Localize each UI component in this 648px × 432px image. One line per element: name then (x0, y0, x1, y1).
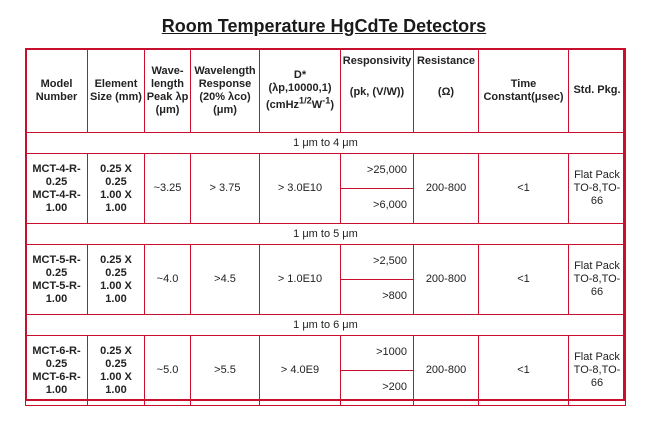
size-cell: 0.25 X 0.25 1.00 X 1.00 (88, 154, 145, 224)
header-model: Model Number (26, 49, 88, 133)
header-element-size: Element Size (mm) (88, 49, 145, 133)
header-dstar: D* (λp,10000,1) $(cmHz^{1/2}W^{-1})$ (260, 49, 341, 133)
header-peak: Wave-length Peak λp (μm) (145, 49, 191, 133)
dstar-cell: > 1.0E10 (260, 245, 341, 315)
resistance-cell: 200-800 (414, 336, 479, 406)
time-cell: <1 (479, 154, 569, 224)
package-cell: Flat Pack TO-8,TO-66 (569, 336, 626, 406)
peak-cell: ~5.0 (145, 336, 191, 406)
response-cell: >5.5 (191, 336, 260, 406)
package-cell: Flat Pack TO-8,TO-66 (569, 245, 626, 315)
peak-cell: ~3.25 (145, 154, 191, 224)
response-cell: > 3.75 (191, 154, 260, 224)
responsivity-small: >25,000 (341, 154, 413, 189)
size-cell: 0.25 X 0.25 1.00 X 1.00 (88, 245, 145, 315)
peak-cell: ~4.0 (145, 245, 191, 315)
range-label: 1 μm to 4 μm (26, 133, 626, 154)
dstar-cell: > 3.0E10 (260, 154, 341, 224)
header-responsivity: Responsivity (pk, (V/W)) (341, 49, 414, 133)
page-title: Room Temperature HgCdTe Detectors (161, 16, 487, 36)
responsivity-small: >1000 (341, 336, 413, 371)
resistance-cell: 200-800 (414, 245, 479, 315)
model-cell: MCT-6-R-0.25 MCT-6-R-1.00 (26, 336, 88, 406)
time-cell: <1 (479, 245, 569, 315)
range-label: 1 μm to 5 μm (26, 224, 626, 245)
header-time-constant: Time Constant(μsec) (479, 49, 569, 133)
responsivity-large: >800 (382, 290, 407, 303)
header-resistance: Resistance (Ω) (414, 49, 479, 133)
responsivity-large: >6,000 (373, 199, 407, 212)
range-label: 1 μm to 6 μm (26, 315, 626, 336)
time-cell: <1 (479, 336, 569, 406)
package-cell: Flat Pack TO-8,TO-66 (569, 154, 626, 224)
model-cell: MCT-5-R-0.25 MCT-5-R-1.00 (26, 245, 88, 315)
responsivity-small: >2,500 (341, 245, 413, 280)
size-cell: 0.25 X 0.25 1.00 X 1.00 (88, 336, 145, 406)
response-cell: >4.5 (191, 245, 260, 315)
table-border (25, 48, 625, 401)
header-package: Std. Pkg. (569, 49, 626, 133)
dstar-cell: > 4.0E9 (260, 336, 341, 406)
responsivity-large: >200 (382, 381, 407, 394)
model-cell: MCT-4-R-0.25 MCT-4-R-1.00 (26, 154, 88, 224)
header-response: Wavelength Response (20% λco) (μm) (191, 49, 260, 133)
resistance-cell: 200-800 (414, 154, 479, 224)
